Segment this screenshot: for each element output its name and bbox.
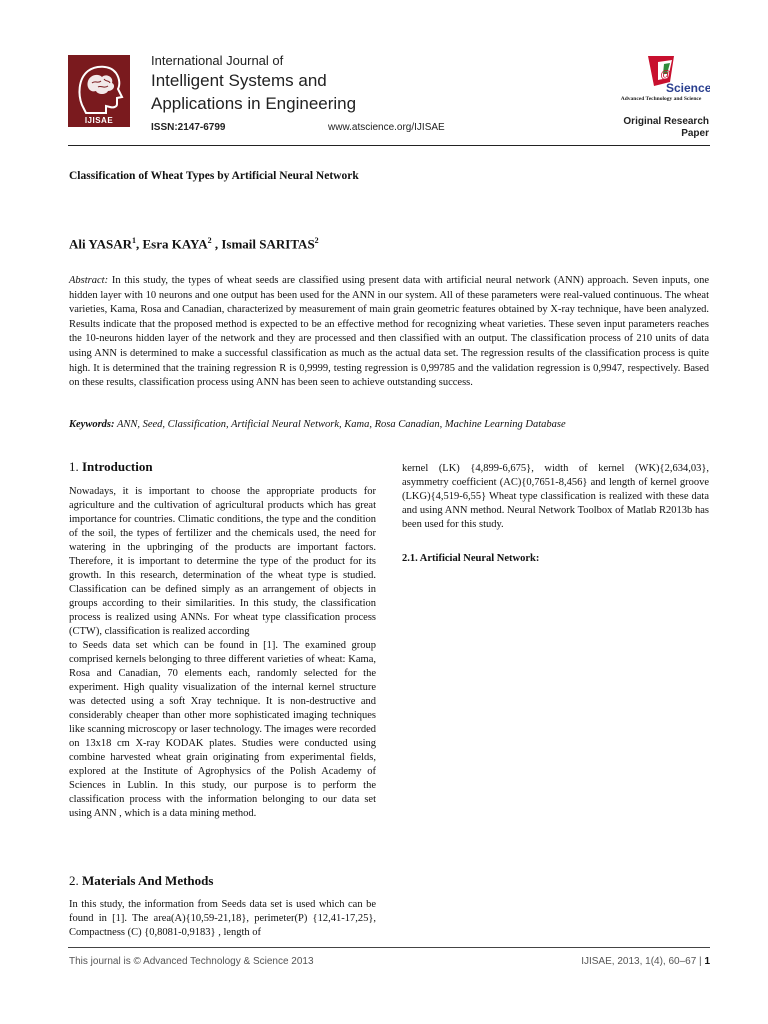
author-name: Esra KAYA [142,236,208,252]
abstract [69,274,709,391]
author-affiliation: 2 [314,236,319,245]
section-heading-methods [69,874,376,888]
author-name: Ali YASAR [69,236,132,252]
page-number: 1 [704,956,710,967]
at-science-logo-icon [640,52,710,96]
paper-type-line2: Paper [681,128,709,139]
author-affiliation: 1 [131,236,136,245]
footer-divider [68,947,710,948]
publisher-logo-text: Science [666,81,710,95]
keywords [69,419,709,430]
section-title: Materials And Methods [82,873,214,888]
publisher-logo [640,52,710,96]
header-divider [68,145,710,146]
journal-name-line3: Applications in Engineering [151,94,357,113]
paragraph: Nowadays, it is important to choose the appropriate products for agriculture and the cultivation of agricultural products which has great importance for countries. Climatic conditions, the type and the condition of the soil, the types of fertilizer and the chemicals used, the need for watering in the upbringing of the products are important factors. Therefore, it is important to determine the type of the product for its growth. In this research, determination of the wheat type is studied. Classification can be defined simply as an arrangement of objects in groups according to their similarities. In this study, the classification process is realized using ANNs. For wheat type classification process (CTW), classification is realized according [69,486,376,637]
footer-citation [460,956,710,967]
section-number: 1. [69,459,79,474]
section-title: Introduction [82,459,153,474]
author-affiliation: 2 [207,236,212,245]
brain-head-icon [68,55,130,117]
logo-label: IJISAE [84,116,114,125]
methods-body [69,898,376,940]
journal-logo [68,55,130,127]
section-heading-introduction [69,460,376,474]
footer-copyright: This journal is © Advanced Technology & Science 2013 [69,956,314,967]
author-name: Ismail SARITAS [221,236,315,252]
methods-body-continued [402,462,709,532]
keywords-text: ANN, Seed, Classification, Artificial Neural Network, Kama, Rosa Canadian, Machine Learning Database [116,419,566,430]
journal-name-line1: International Journal of [151,53,284,68]
website-link[interactable]: www.atscience.org/IJISAE [328,122,445,133]
abstract-text: In this study, the types of wheat seeds are classified using present data with artificial neural network (ANN) approach. Seven inputs, one hidden layer with 10 neurons and one output has been used for the ANN in our system. All of these parameters were real-valued continuous. The wheat varieties, Kama, Rosa and Canadian, characterized by measurement of main grain geometric features obtained by X-ray technique, have been analyzed. Results indicate that the proposed method is expected to be an effective method for recognizing wheat varieties. These seven input parameters reaches the 10-neurons hidden layer of the network and they are processed and then classified with an output. The classification process of 210 units of data using ANN is determined to make a successful classification as much as the actual data set. The regression results of the classification process is quite high. It is determined that the training regression R is 0,9999, testing regression is 0,99785 and the validation regression is 0,9947, respectively. Based on these results, classification process using ANN has been seen to achieve outstanding success. [69,275,710,389]
svg-text:@: @ [660,69,672,81]
subsection-heading: 2.1. Artificial Neural Network: [402,553,540,564]
section-number: 2. [69,873,79,888]
paper-title: Classification of Wheat Types by Artificial Neural Network [69,170,359,182]
paragraph: In this study, the information from Seeds data set is used which can be found in [1]. The area(A){10,59-21,18}, perimeter(P) {12,41-17,25}, Compactness (C) {0,8081-0,9183} , length of [69,899,376,938]
publisher-caption: Advanced Technology and Science [620,96,702,102]
paragraph: to Seeds data set which can be found in [1]. The examined group comprised kernels belonging to three different varieties of wheat: Kama, Rosa and Canadian, 70 elements each, randomly selected for the experiment. High quality visualization of the internal kernel structure was detected using a soft Xray technique. It is non-destructive and considerably cheaper than other more sophisticated imaging techniques like scanning microscopy or laser technology. The images were recorded on 13x18 cm X-ray KODAK plates. Studies were conducted using combine harvested wheat grain originating from experimental fields, explored at the Institute of Agrophysics of the Polish Academy of Sciences in Lublin. In this study, our purpose is to perform the classification process with the information belonging to our data set using ANN , which is a data mining method. [69,640,376,819]
paper-type [596,116,709,140]
abstract-label: Abstract: [69,275,109,286]
footer-citation-text: IJISAE, 2013, 1(4), 60–67 | [581,956,702,967]
keywords-label: Keywords: [69,419,115,430]
paragraph: kernel (LK) {4,899-6,675}, width of kernel (WK){2,634,03}, asymmetry coefficient (AC){0,7651-8,456} and length of kernel groove (LKG){4,519-6,55} Wheat type classification is realized with these data and using ANN method. Neural Network Toolbox of Matlab R2013b has been used for this study. [402,463,709,530]
issn: ISSN:2147-6799 [151,122,226,133]
author-list: Ali YASAR$^1$, Esra KAYA$^2$ , Ismail SARITAS$^2$ [69,236,319,252]
introduction-body [69,485,376,821]
paper-type-line1: Original Research [623,116,709,127]
journal-name-line2: Intelligent Systems and [151,71,327,90]
